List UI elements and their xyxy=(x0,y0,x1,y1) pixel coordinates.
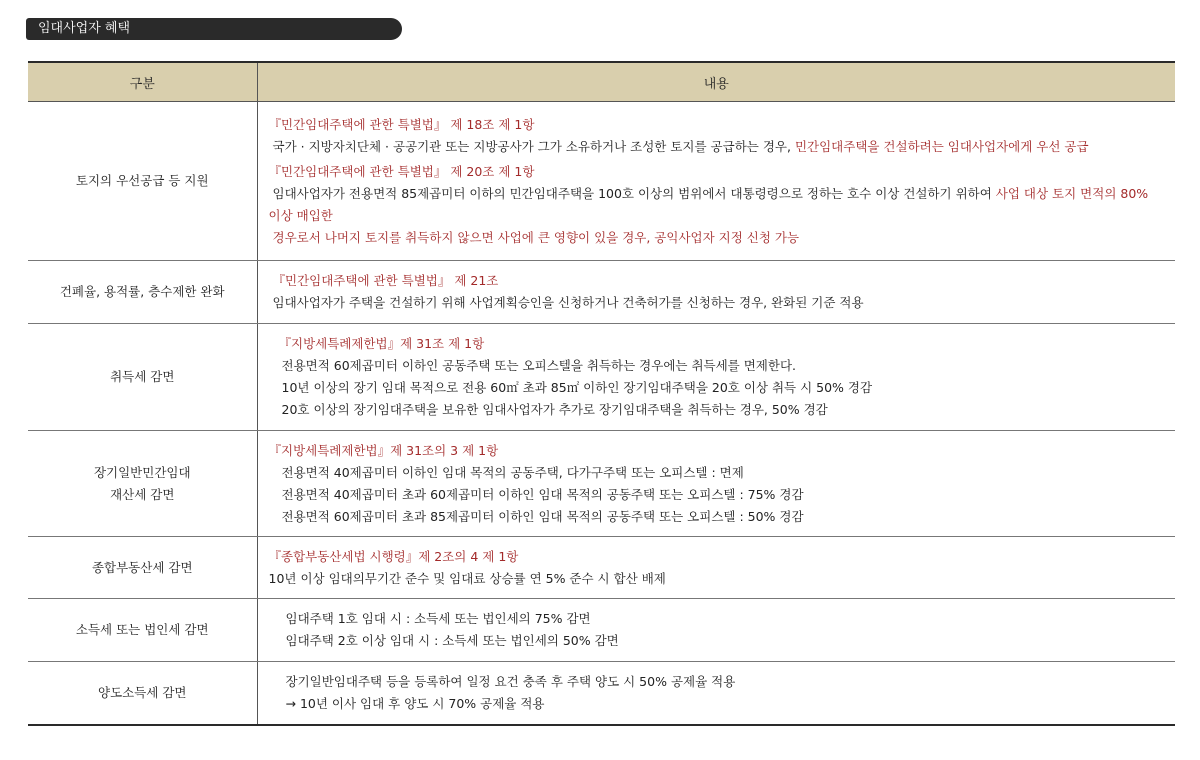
category-label: 취득세 감면 xyxy=(110,369,175,384)
law-reference: 『민간임대주택에 관한 특별법』 제 18조 제 1항 xyxy=(268,116,535,132)
row-content xyxy=(257,599,1175,662)
content-line: → 10년 이사 임대 후 양도 시 70% 공제율 적용 xyxy=(285,695,545,711)
law-reference: 『지방세특례제한법』제 31조 제 1항 xyxy=(278,336,485,351)
header-content: 내용 xyxy=(257,62,1175,102)
content-line: 임대주택 1호 임대 시 : 소득세 또는 법인세의 75% 감면 xyxy=(285,611,591,626)
table-row xyxy=(28,431,1175,537)
category-label: 소득세 또는 법인세 감면 xyxy=(75,622,209,637)
row-category xyxy=(28,662,257,725)
content-line: 전용면적 40제곱미터 이하인 임대 목적의 공동주택, 다가구주택 또는 오피스텔 : 면제 xyxy=(281,464,744,480)
content-line: 전용면적 60제곱미터 초과 85제곱미터 이하인 임대 목적의 공동주택 또는 오피스텔 : 50% 경감 xyxy=(281,508,804,524)
content-line: 임대주택 2호 이상 임대 시 : 소득세 또는 법인세의 50% 감면 xyxy=(285,633,619,648)
row-content xyxy=(257,662,1175,725)
table-row xyxy=(28,599,1175,662)
content-line: 10년 이상 임대의무기간 준수 및 임대료 상승률 연 5% 준수 시 합산 배제 xyxy=(268,570,666,586)
table-row xyxy=(28,261,1175,324)
row-category xyxy=(28,431,257,537)
content-line: 임대사업자가 주택을 건설하기 위해 사업계획승인을 신청하거나 건축허가를 신청하는 경우, 완화된 기준 적용 xyxy=(272,295,864,310)
row-category xyxy=(28,537,257,599)
content-line: 이상 매입한 xyxy=(268,207,333,223)
content-line: 국가 · 지방자치단체 · 공공기관 또는 지방공사가 그가 소유하거나 조성한 토지를 공급하는 경우, 민간임대주택을 건설하려는 임대사업자에게 우선 공급 xyxy=(272,138,1089,154)
content-line: 전용면적 60제곱미터 이하인 공동주택 또는 오피스텔을 취득하는 경우에는 취득세를 면제한다. xyxy=(281,358,796,373)
content-line: 장기일반임대주택 등을 등록하여 일정 요건 충족 후 주택 양도 시 50% 공제율 적용 xyxy=(285,673,736,689)
table-row xyxy=(28,662,1175,725)
row-content xyxy=(257,324,1175,431)
content-line: 경우로서 나머지 토지를 취득하지 않으면 사업에 큰 영향이 있을 경우, 공익사업자 지정 신청 가능 xyxy=(272,229,800,245)
content-line: 임대사업자가 전용면적 85제곱미터 이하의 민간임대주택을 100호 이상의 범위에서 대통령령으로 정하는 호수 이상 건설하기 위하여 사업 대상 토지 면적의 80% xyxy=(272,185,1149,201)
category-label: 종합부동산세 감면 xyxy=(91,559,193,575)
row-category xyxy=(28,599,257,662)
law-reference: 『민간임대주택에 관한 특별법』 제 20조 제 1항 xyxy=(268,163,535,179)
row-content xyxy=(257,261,1175,324)
category-label: 재산세 감면 xyxy=(110,486,175,502)
content-line: 20호 이상의 장기임대주택을 보유한 임대사업자가 추가로 장기임대주택을 취득하는 경우, 50% 경감 xyxy=(281,402,828,417)
row-content xyxy=(257,102,1175,261)
table-row xyxy=(28,537,1175,599)
row-content xyxy=(257,537,1175,599)
content-line: 전용면적 40제곱미터 초과 60제곱미터 이하인 임대 목적의 공동주택 또는 오피스텔 : 75% 경감 xyxy=(281,486,804,502)
row-category xyxy=(28,324,257,431)
table-row xyxy=(28,324,1175,431)
category-label: 건폐율, 용적률, 층수제한 완화 xyxy=(59,284,225,299)
table-header-row xyxy=(28,62,1175,102)
category-label: 양도소득세 감면 xyxy=(98,684,187,700)
content-line: 10년 이상의 장기 임대 목적으로 전용 60㎡ 초과 85㎡ 이하인 장기임대주택을 20호 이상 취득 시 50% 경감 xyxy=(281,380,873,395)
category-label: 장기일반민간임대 xyxy=(93,464,191,480)
benefits-table xyxy=(28,61,1175,726)
law-reference: 『민간임대주택에 관한 특별법』 제 21조 xyxy=(272,273,499,288)
row-content xyxy=(257,431,1175,537)
row-category xyxy=(28,261,257,324)
header-category: 구분 xyxy=(28,62,257,102)
section-title: 임대사업자 혜택 xyxy=(26,18,402,40)
law-reference: 『종합부동산세법 시행령』제 2조의 4 제 1항 xyxy=(268,548,519,564)
table-row xyxy=(28,102,1175,261)
law-reference: 『지방세특례제한법』제 31조의 3 제 1항 xyxy=(268,442,499,458)
row-category xyxy=(28,102,257,261)
category-label: 토지의 우선공급 등 지원 xyxy=(75,173,209,188)
